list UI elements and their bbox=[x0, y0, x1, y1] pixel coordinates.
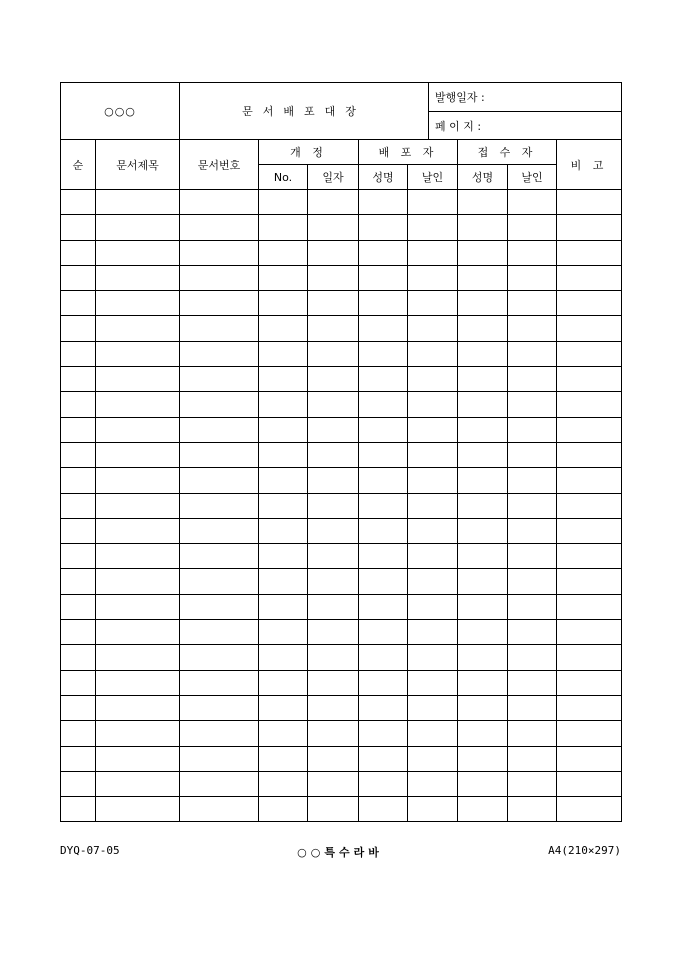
table-cell[interactable] bbox=[96, 620, 180, 645]
table-cell[interactable] bbox=[96, 367, 180, 392]
table-cell[interactable] bbox=[408, 417, 458, 442]
col-header-distributor-seal: 날인 bbox=[408, 165, 458, 190]
table-cell[interactable] bbox=[308, 493, 359, 518]
table-cell[interactable] bbox=[61, 493, 96, 518]
table-cell[interactable] bbox=[61, 392, 96, 417]
table-cell[interactable] bbox=[308, 746, 359, 771]
table-cell[interactable] bbox=[359, 341, 408, 366]
col-header-receiver-seal: 날인 bbox=[508, 165, 557, 190]
table-cell[interactable] bbox=[96, 316, 180, 341]
table-cell[interactable] bbox=[458, 544, 508, 569]
table-cell[interactable] bbox=[359, 316, 408, 341]
table-cell[interactable] bbox=[359, 442, 408, 467]
table-cell[interactable] bbox=[308, 291, 359, 316]
table-cell[interactable] bbox=[408, 493, 458, 518]
table-cell[interactable] bbox=[458, 442, 508, 467]
table-cell[interactable] bbox=[180, 670, 259, 695]
footer-company-name: ○○특수라바 bbox=[297, 846, 383, 859]
table-cell[interactable] bbox=[96, 417, 180, 442]
table-cell[interactable] bbox=[359, 569, 408, 594]
table-cell[interactable] bbox=[61, 594, 96, 619]
table-cell[interactable] bbox=[408, 620, 458, 645]
table-cell[interactable] bbox=[180, 316, 259, 341]
table-cell[interactable] bbox=[61, 746, 96, 771]
table-cell[interactable] bbox=[96, 797, 180, 822]
table-cell[interactable] bbox=[61, 367, 96, 392]
table-row bbox=[61, 417, 622, 442]
table-row bbox=[61, 215, 622, 240]
table-cell[interactable] bbox=[458, 468, 508, 493]
table-cell[interactable] bbox=[180, 240, 259, 265]
table-row bbox=[61, 746, 622, 771]
table-cell[interactable] bbox=[259, 291, 308, 316]
table-cell[interactable] bbox=[458, 341, 508, 366]
table-cell[interactable] bbox=[557, 265, 622, 290]
col-header-distributor: 배 포 자 bbox=[359, 140, 458, 165]
table-row bbox=[61, 367, 622, 392]
table-cell[interactable] bbox=[458, 797, 508, 822]
table-cell[interactable] bbox=[408, 518, 458, 543]
table-cell[interactable] bbox=[308, 569, 359, 594]
table-cell[interactable] bbox=[259, 746, 308, 771]
table-cell[interactable] bbox=[508, 468, 557, 493]
table-cell[interactable] bbox=[408, 645, 458, 670]
table-cell[interactable] bbox=[508, 797, 557, 822]
table-cell[interactable] bbox=[508, 544, 557, 569]
table-cell[interactable] bbox=[557, 645, 622, 670]
table-cell[interactable] bbox=[508, 417, 557, 442]
col-header-receiver: 접 수 자 bbox=[458, 140, 557, 165]
table-cell[interactable] bbox=[180, 797, 259, 822]
table-cell[interactable] bbox=[557, 518, 622, 543]
table-cell[interactable] bbox=[96, 594, 180, 619]
table-cell[interactable] bbox=[557, 190, 622, 215]
table-row bbox=[61, 392, 622, 417]
table-cell[interactable] bbox=[259, 392, 308, 417]
table-cell[interactable] bbox=[180, 594, 259, 619]
table-cell[interactable] bbox=[557, 670, 622, 695]
table-cell[interactable] bbox=[359, 291, 408, 316]
table-cell[interactable] bbox=[408, 442, 458, 467]
table-cell[interactable] bbox=[458, 645, 508, 670]
table-cell[interactable] bbox=[61, 215, 96, 240]
table-cell[interactable] bbox=[508, 316, 557, 341]
table-cell[interactable] bbox=[508, 670, 557, 695]
table-cell[interactable] bbox=[458, 265, 508, 290]
table-cell[interactable] bbox=[96, 670, 180, 695]
table-cell[interactable] bbox=[557, 442, 622, 467]
table-cell[interactable] bbox=[180, 771, 259, 796]
table-cell[interactable] bbox=[96, 721, 180, 746]
ledger-rows bbox=[61, 190, 622, 822]
table-cell[interactable] bbox=[458, 291, 508, 316]
table-cell[interactable] bbox=[180, 518, 259, 543]
table-cell[interactable] bbox=[557, 797, 622, 822]
table-cell[interactable] bbox=[408, 670, 458, 695]
table-cell[interactable] bbox=[408, 569, 458, 594]
table-cell[interactable] bbox=[61, 417, 96, 442]
col-header-revision-no: No. bbox=[259, 165, 308, 190]
table-cell[interactable] bbox=[458, 493, 508, 518]
table-cell[interactable] bbox=[259, 594, 308, 619]
table-row bbox=[61, 518, 622, 543]
table-cell[interactable] bbox=[508, 291, 557, 316]
table-cell[interactable] bbox=[259, 442, 308, 467]
table-cell[interactable] bbox=[96, 442, 180, 467]
table-cell[interactable] bbox=[359, 771, 408, 796]
table-cell[interactable] bbox=[180, 746, 259, 771]
table-cell[interactable] bbox=[180, 442, 259, 467]
table-row bbox=[61, 594, 622, 619]
table-cell[interactable] bbox=[458, 518, 508, 543]
table-cell[interactable] bbox=[458, 569, 508, 594]
table-cell[interactable] bbox=[180, 367, 259, 392]
table-row bbox=[61, 771, 622, 796]
table-cell[interactable] bbox=[458, 721, 508, 746]
table-cell[interactable] bbox=[259, 518, 308, 543]
page-label: 페 이 지 : bbox=[429, 112, 622, 140]
table-cell[interactable] bbox=[508, 695, 557, 720]
table-cell[interactable] bbox=[61, 190, 96, 215]
table-cell[interactable] bbox=[308, 797, 359, 822]
table-cell[interactable] bbox=[508, 721, 557, 746]
table-cell[interactable] bbox=[308, 215, 359, 240]
table-row bbox=[61, 620, 622, 645]
table-cell[interactable] bbox=[308, 594, 359, 619]
table-cell[interactable] bbox=[359, 215, 408, 240]
table-cell[interactable] bbox=[359, 417, 408, 442]
table-cell[interactable] bbox=[359, 240, 408, 265]
table-cell[interactable] bbox=[458, 240, 508, 265]
table-cell[interactable] bbox=[408, 695, 458, 720]
table-cell[interactable] bbox=[557, 240, 622, 265]
table-cell[interactable] bbox=[308, 442, 359, 467]
table-cell[interactable] bbox=[359, 468, 408, 493]
table-cell[interactable] bbox=[259, 265, 308, 290]
col-header-revision-date: 일자 bbox=[308, 165, 359, 190]
table-cell[interactable] bbox=[96, 265, 180, 290]
table-cell[interactable] bbox=[557, 721, 622, 746]
table-cell[interactable] bbox=[508, 493, 557, 518]
table-cell[interactable] bbox=[61, 695, 96, 720]
table-cell[interactable] bbox=[259, 341, 308, 366]
table-cell[interactable] bbox=[308, 771, 359, 796]
table-cell[interactable] bbox=[359, 797, 408, 822]
table-cell[interactable] bbox=[557, 215, 622, 240]
table-cell[interactable] bbox=[180, 620, 259, 645]
table-row bbox=[61, 797, 622, 822]
table-cell[interactable] bbox=[508, 620, 557, 645]
table-cell[interactable] bbox=[180, 215, 259, 240]
table-cell[interactable] bbox=[180, 645, 259, 670]
table-row bbox=[61, 468, 622, 493]
table-cell[interactable] bbox=[308, 265, 359, 290]
table-cell[interactable] bbox=[61, 265, 96, 290]
table-cell[interactable] bbox=[308, 417, 359, 442]
table-cell[interactable] bbox=[557, 620, 622, 645]
table-cell[interactable] bbox=[96, 215, 180, 240]
table-cell[interactable] bbox=[557, 746, 622, 771]
table-cell[interactable] bbox=[508, 746, 557, 771]
table-cell[interactable] bbox=[508, 190, 557, 215]
table-cell[interactable] bbox=[508, 215, 557, 240]
table-cell[interactable] bbox=[557, 695, 622, 720]
table-cell[interactable] bbox=[259, 493, 308, 518]
table-cell[interactable] bbox=[408, 240, 458, 265]
table-cell[interactable] bbox=[61, 341, 96, 366]
table-cell[interactable] bbox=[259, 695, 308, 720]
table-cell[interactable] bbox=[557, 367, 622, 392]
table-row bbox=[61, 544, 622, 569]
col-header-receiver-name: 성명 bbox=[458, 165, 508, 190]
table-cell[interactable] bbox=[308, 695, 359, 720]
table-cell[interactable] bbox=[61, 721, 96, 746]
table-cell[interactable] bbox=[96, 518, 180, 543]
table-cell[interactable] bbox=[359, 367, 408, 392]
table-cell[interactable] bbox=[458, 417, 508, 442]
col-header-doc-title: 문서제목 bbox=[96, 140, 180, 190]
table-cell[interactable] bbox=[259, 367, 308, 392]
table-cell[interactable] bbox=[458, 695, 508, 720]
table-cell[interactable] bbox=[96, 695, 180, 720]
table-cell[interactable] bbox=[359, 190, 408, 215]
table-cell[interactable] bbox=[458, 746, 508, 771]
table-cell[interactable] bbox=[308, 468, 359, 493]
table-cell[interactable] bbox=[180, 544, 259, 569]
table-row bbox=[61, 291, 622, 316]
table-cell[interactable] bbox=[180, 265, 259, 290]
col-header-no: 순 bbox=[61, 140, 96, 190]
table-cell[interactable] bbox=[408, 468, 458, 493]
table-cell[interactable] bbox=[308, 518, 359, 543]
table-cell[interactable] bbox=[308, 544, 359, 569]
table-cell[interactable] bbox=[359, 670, 408, 695]
table-cell[interactable] bbox=[308, 316, 359, 341]
table-cell[interactable] bbox=[61, 544, 96, 569]
table-cell[interactable] bbox=[408, 392, 458, 417]
table-cell[interactable] bbox=[259, 670, 308, 695]
table-row bbox=[61, 721, 622, 746]
table-cell[interactable] bbox=[180, 190, 259, 215]
form-title: 문서배포대장 bbox=[180, 83, 429, 140]
table-cell[interactable] bbox=[61, 620, 96, 645]
table-cell[interactable] bbox=[308, 645, 359, 670]
table-cell[interactable] bbox=[96, 190, 180, 215]
table-cell[interactable] bbox=[458, 316, 508, 341]
table-cell[interactable] bbox=[359, 392, 408, 417]
table-cell[interactable] bbox=[259, 190, 308, 215]
table-cell[interactable] bbox=[259, 620, 308, 645]
distribution-ledger-form bbox=[60, 82, 621, 822]
table-cell[interactable] bbox=[308, 392, 359, 417]
table-cell[interactable] bbox=[458, 367, 508, 392]
table-cell[interactable] bbox=[508, 341, 557, 366]
document-code: DYQ-07-05 bbox=[60, 844, 120, 857]
table-cell[interactable] bbox=[180, 569, 259, 594]
table-cell[interactable] bbox=[557, 291, 622, 316]
ledger-table bbox=[60, 139, 622, 822]
table-cell[interactable] bbox=[180, 417, 259, 442]
table-cell[interactable] bbox=[259, 544, 308, 569]
table-cell[interactable] bbox=[96, 569, 180, 594]
table-cell[interactable] bbox=[308, 620, 359, 645]
table-cell[interactable] bbox=[458, 594, 508, 619]
table-cell[interactable] bbox=[408, 544, 458, 569]
table-cell[interactable] bbox=[180, 695, 259, 720]
table-cell[interactable] bbox=[508, 392, 557, 417]
table-cell[interactable] bbox=[557, 771, 622, 796]
col-header-doc-number: 문서번호 bbox=[180, 140, 259, 190]
table-cell[interactable] bbox=[308, 721, 359, 746]
table-cell[interactable] bbox=[557, 417, 622, 442]
table-cell[interactable] bbox=[408, 771, 458, 796]
table-cell[interactable] bbox=[508, 518, 557, 543]
table-row bbox=[61, 316, 622, 341]
table-row bbox=[61, 645, 622, 670]
table-cell[interactable] bbox=[408, 215, 458, 240]
table-cell[interactable] bbox=[259, 215, 308, 240]
table-cell[interactable] bbox=[308, 341, 359, 366]
table-cell[interactable] bbox=[508, 265, 557, 290]
table-cell[interactable] bbox=[61, 291, 96, 316]
table-cell[interactable] bbox=[61, 670, 96, 695]
table-cell[interactable] bbox=[61, 240, 96, 265]
table-cell[interactable] bbox=[557, 341, 622, 366]
table-cell[interactable] bbox=[557, 392, 622, 417]
table-cell[interactable] bbox=[557, 316, 622, 341]
table-cell[interactable] bbox=[96, 392, 180, 417]
table-cell[interactable] bbox=[508, 771, 557, 796]
table-cell[interactable] bbox=[408, 190, 458, 215]
table-cell[interactable] bbox=[96, 493, 180, 518]
table-cell[interactable] bbox=[180, 291, 259, 316]
table-row bbox=[61, 265, 622, 290]
table-row bbox=[61, 695, 622, 720]
table-row bbox=[61, 442, 622, 467]
table-cell[interactable] bbox=[61, 771, 96, 796]
table-cell[interactable] bbox=[458, 190, 508, 215]
table-cell[interactable] bbox=[259, 240, 308, 265]
table-cell[interactable] bbox=[259, 771, 308, 796]
table-cell[interactable] bbox=[359, 265, 408, 290]
table-cell[interactable] bbox=[359, 695, 408, 720]
table-row bbox=[61, 240, 622, 265]
company-name-placeholder: ○○○ bbox=[61, 83, 180, 140]
col-header-revision: 개 정 bbox=[259, 140, 359, 165]
table-cell[interactable] bbox=[557, 594, 622, 619]
table-cell[interactable] bbox=[96, 771, 180, 796]
table-cell[interactable] bbox=[508, 645, 557, 670]
table-cell[interactable] bbox=[359, 746, 408, 771]
table-cell[interactable] bbox=[308, 367, 359, 392]
table-cell[interactable] bbox=[508, 442, 557, 467]
table-cell[interactable] bbox=[408, 746, 458, 771]
table-cell[interactable] bbox=[96, 645, 180, 670]
table-cell[interactable] bbox=[180, 468, 259, 493]
table-cell[interactable] bbox=[180, 341, 259, 366]
issue-date-label: 발행일자 : bbox=[429, 83, 622, 112]
table-cell[interactable] bbox=[61, 442, 96, 467]
table-cell[interactable] bbox=[180, 493, 259, 518]
table-cell[interactable] bbox=[96, 746, 180, 771]
table-cell[interactable] bbox=[308, 190, 359, 215]
table-cell[interactable] bbox=[359, 594, 408, 619]
paper-size-label: A4(210×297) bbox=[548, 844, 621, 857]
table-cell[interactable] bbox=[508, 367, 557, 392]
table-row bbox=[61, 190, 622, 215]
table-cell[interactable] bbox=[259, 797, 308, 822]
table-row bbox=[61, 493, 622, 518]
col-header-distributor-name: 성명 bbox=[359, 165, 408, 190]
table-cell[interactable] bbox=[259, 468, 308, 493]
table-cell[interactable] bbox=[557, 544, 622, 569]
table-cell[interactable] bbox=[408, 721, 458, 746]
table-cell[interactable] bbox=[408, 291, 458, 316]
table-cell[interactable] bbox=[259, 316, 308, 341]
table-cell[interactable] bbox=[359, 645, 408, 670]
table-cell[interactable] bbox=[458, 215, 508, 240]
table-cell[interactable] bbox=[408, 367, 458, 392]
table-row bbox=[61, 569, 622, 594]
table-cell[interactable] bbox=[96, 291, 180, 316]
table-cell[interactable] bbox=[557, 569, 622, 594]
table-cell[interactable] bbox=[61, 468, 96, 493]
table-cell[interactable] bbox=[458, 620, 508, 645]
table-cell[interactable] bbox=[96, 544, 180, 569]
table-cell[interactable] bbox=[308, 240, 359, 265]
table-cell[interactable] bbox=[96, 341, 180, 366]
table-cell[interactable] bbox=[408, 341, 458, 366]
table-cell[interactable] bbox=[458, 392, 508, 417]
table-cell[interactable] bbox=[180, 392, 259, 417]
table-cell[interactable] bbox=[96, 240, 180, 265]
table-cell[interactable] bbox=[458, 670, 508, 695]
table-cell[interactable] bbox=[557, 468, 622, 493]
table-cell[interactable] bbox=[61, 797, 96, 822]
table-cell[interactable] bbox=[259, 721, 308, 746]
table-cell[interactable] bbox=[408, 797, 458, 822]
table-cell[interactable] bbox=[259, 645, 308, 670]
table-cell[interactable] bbox=[61, 518, 96, 543]
table-cell[interactable] bbox=[308, 670, 359, 695]
table-cell[interactable] bbox=[557, 493, 622, 518]
table-cell[interactable] bbox=[359, 518, 408, 543]
table-cell[interactable] bbox=[259, 417, 308, 442]
table-row bbox=[61, 341, 622, 366]
table-cell[interactable] bbox=[508, 594, 557, 619]
table-row bbox=[61, 670, 622, 695]
table-cell[interactable] bbox=[359, 493, 408, 518]
table-cell[interactable] bbox=[180, 721, 259, 746]
table-cell[interactable] bbox=[408, 265, 458, 290]
table-cell[interactable] bbox=[508, 569, 557, 594]
table-cell[interactable] bbox=[408, 594, 458, 619]
table-cell[interactable] bbox=[408, 316, 458, 341]
table-cell[interactable] bbox=[359, 544, 408, 569]
table-cell[interactable] bbox=[259, 569, 308, 594]
table-cell[interactable] bbox=[458, 771, 508, 796]
table-cell[interactable] bbox=[508, 240, 557, 265]
table-cell[interactable] bbox=[61, 316, 96, 341]
form-header bbox=[60, 82, 622, 140]
table-cell[interactable] bbox=[61, 569, 96, 594]
table-cell[interactable] bbox=[61, 645, 96, 670]
table-cell[interactable] bbox=[359, 620, 408, 645]
table-cell[interactable] bbox=[96, 468, 180, 493]
col-header-remarks: 비 고 bbox=[557, 140, 622, 190]
table-cell[interactable] bbox=[359, 721, 408, 746]
